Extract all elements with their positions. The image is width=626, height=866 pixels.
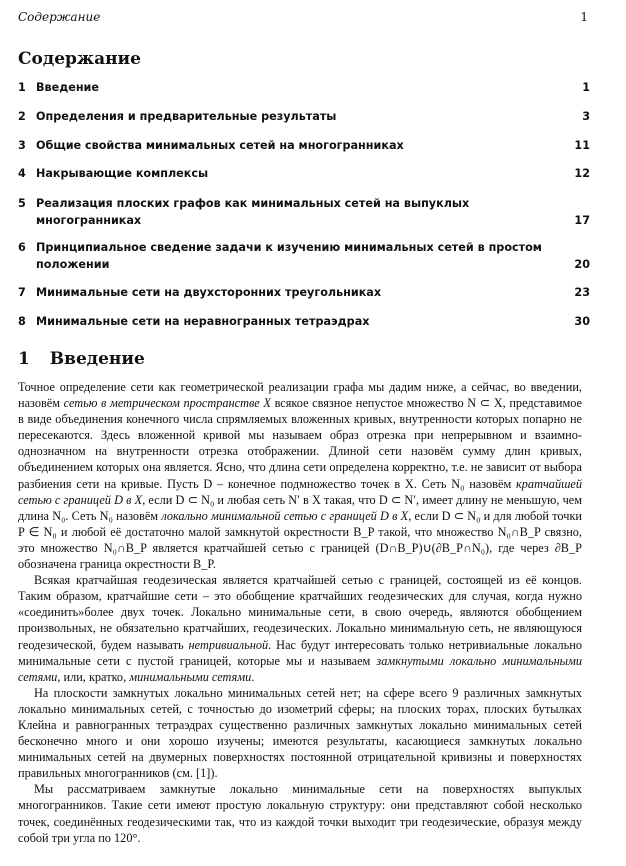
paragraph-4: Мы рассматриваем замкнутые локально минимальные сети на поверхностях выпуклых многогранников. Такие сети имеют простую локальную структуру: они представляют собой несколько точек, соединённых геодезическими так, что из каждой точки выходит три геодезические, образуя между собой три угла по 120°.	[18, 782, 582, 845]
p1-text-d: , если D ⊂ N₀ и для любой точки P ∈ N₀ и любой её достаточно малой замкнутой окрестности B_P такой, что множество N₀∩B_P связно, это множество N₀∩B_P является кратчайшей сетью с границей (D∩B_P)∪(∂B_P∩N₀), где через ∂B_P обозначена граница окрестности B_P.	[18, 508, 582, 572]
p1-text-b: всякое связное непустое множество N ⊂ X, представимое в виде объединения конечного числа спрямляемых вложенных кривых, внутренности которых попарно не пересекаются. Здесь вложенной кривой мы называем образ отрезка при непрерывном и взаимно-однозначном на внутренности отрезка отображении. Длиной сети назовём сумму длин кривых, объединением которых она является. Ясно, что длина сети определена корректно, т.е. не зависит от выбора разбиения сети на кривые. Пусть D – конечное подмножество точек в X. Сеть N₀ назовём	[18, 396, 582, 491]
toc-title: Содержание	[18, 49, 141, 69]
toc-entry-number: 2	[18, 110, 26, 123]
toc-entry-4[interactable]	[18, 165, 590, 182]
toc-entry-5[interactable]	[18, 195, 590, 229]
section-title: Введение	[49, 349, 145, 369]
p2-text-c: , или, кратко,	[57, 669, 130, 684]
toc-entry-title: Определения и предварительные результаты	[36, 110, 337, 123]
p1-term-shortest-network: кратчайшей сетью с границей D в X	[18, 476, 582, 507]
toc-entry-number: 6	[18, 241, 26, 254]
toc-entry-page: 30	[574, 315, 590, 328]
toc-entry-title: Минимальные сети на двухсторонних треугольниках	[36, 286, 382, 299]
toc-entry-title: Накрывающие комплексы	[36, 167, 209, 180]
running-title: Содержание	[18, 10, 101, 24]
toc-entry-number: 4	[18, 167, 26, 180]
p2-text-b: . Нас будут интересовать только нетривиальные локально минимальные сети с пустой границей, которые мы и называем	[18, 637, 582, 668]
toc-entry-3[interactable]	[18, 137, 590, 154]
toc-entry-1[interactable]	[18, 79, 590, 96]
page-number: 1	[580, 10, 588, 24]
p2-text-a: Всякая кратчайшая геодезическая является кратчайшей сетью с границей, состоящей из её концов. Таким образом, кратчайшие сети – это обобщение кратчайших геодезических для случая, когда нужно «соединить»более двух точек. Локально минимальные сети, в свою очередь, являются обобщением произвольных, не обязательно кратчайших, геодезических. Локально минимальную сеть, не являющуюся геодезической, будем называть	[18, 573, 582, 652]
running-head	[18, 10, 588, 24]
toc-entry-page: 11	[574, 139, 590, 152]
paragraph-2	[18, 572, 582, 685]
toc-entry-page: 20	[574, 258, 590, 271]
p1-term-locally-minimal: локально минимальной сетью с границей D в X	[161, 508, 409, 523]
p2-term-closed-networks: замкнутыми локально минимальными сетями	[18, 653, 582, 684]
toc-entry-number: 8	[18, 315, 26, 328]
toc-entry-8[interactable]	[18, 313, 590, 330]
toc-entry-number: 7	[18, 286, 26, 299]
toc-entry-number: 3	[18, 139, 26, 152]
toc-entry-title: Принципиальное сведение задачи к изучению минимальных сетей в простом положении	[36, 241, 542, 271]
toc-entry-6[interactable]	[18, 239, 590, 273]
toc-entry-number: 1	[18, 81, 26, 94]
p1-text-a: Точное определение сети как геометрической реализации графа мы дадим ниже, а сейчас, во введении, назовём	[18, 380, 582, 411]
p2-term-nontrivial: нетривиальной	[188, 637, 269, 652]
toc-entry-2[interactable]	[18, 108, 590, 125]
paragraph-1	[18, 379, 582, 572]
toc-entry-page: 23	[574, 286, 590, 299]
p2-term-minimal-networks: минимальными сетями	[129, 669, 252, 684]
toc-entry-page: 17	[574, 214, 590, 227]
toc-entry-title: Реализация плоских графов как минимальных сетей на выпуклых многогранниках	[36, 197, 470, 227]
toc-entry-number: 5	[18, 197, 26, 210]
section-body	[18, 379, 582, 846]
p1-text-c: , если D ⊂ N₀ и любая сеть N′ в X такая, что D ⊂ N′, имеет длину не меньшую, чем длина N₀. Сеть N₀ назовём	[18, 492, 582, 523]
toc-entry-page: 12	[574, 167, 590, 180]
p1-term-network: сетью в метрическом пространстве X	[63, 396, 271, 411]
paragraph-3: На плоскости замкнутых локально минимальных сетей нет; на сфере всего 9 различных замкнутых локально минимальных сетей, с точностью до изометрий сферы; на плоских торах, плоских бутылках Клейна и равногранных тетраэдрах существенно различных замкнутых локально минимальных сетей бесконечно много и они хорошо изучены; имеются результаты, касающиеся замкнутых локально минимальных сетей на двумерных поверхностях постоянной отрицательной кривизны и поверхностях правильных многогранников (см. [1]).	[18, 685, 582, 781]
toc-entry-title: Введение	[36, 81, 99, 94]
toc-entry-title: Минимальные сети на неравногранных тетраэдрах	[36, 315, 370, 328]
toc-entry-page: 3	[582, 110, 590, 123]
section-heading	[18, 349, 145, 369]
p2-text-d: .	[251, 669, 255, 684]
toc-entry-7[interactable]	[18, 284, 590, 301]
section-number: 1	[18, 349, 30, 369]
toc-entry-title: Общие свойства минимальных сетей на многогранниках	[36, 139, 404, 152]
toc-entry-page: 1	[582, 81, 590, 94]
